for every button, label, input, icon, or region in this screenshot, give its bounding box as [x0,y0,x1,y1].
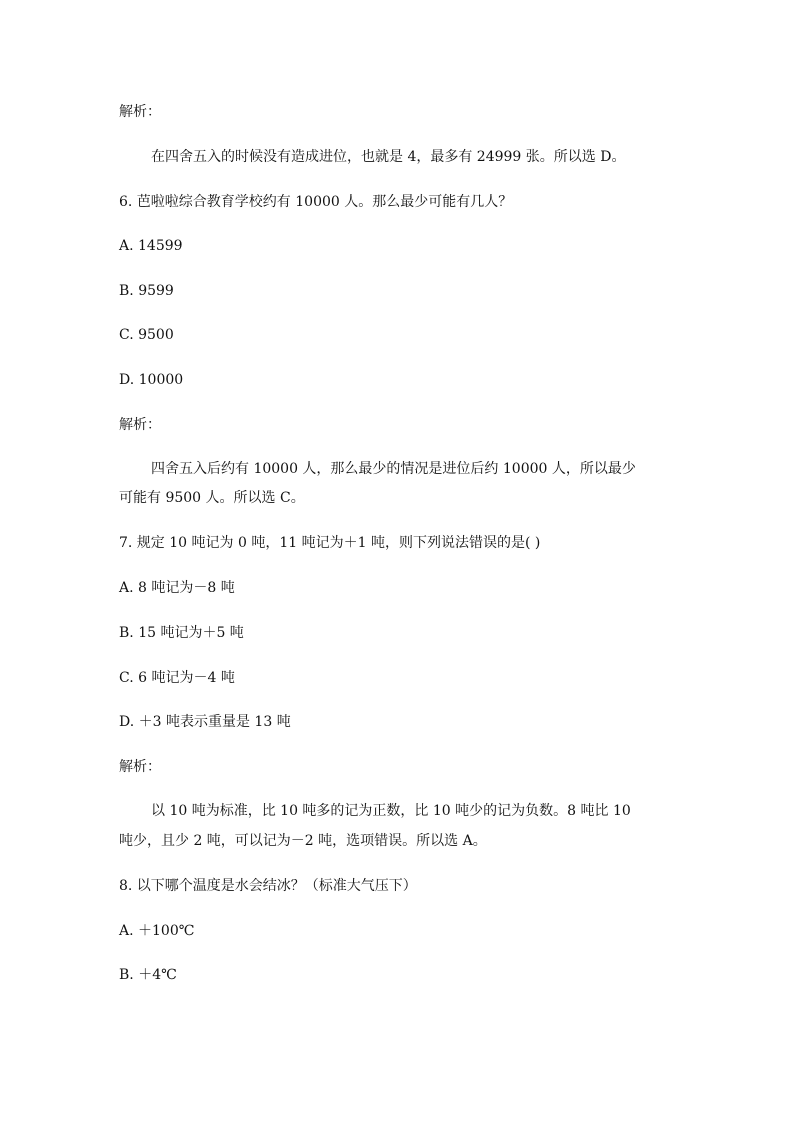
q6-option-d: D. 10000 [119,372,184,388]
q6-option-b: B. 9599 [119,283,174,299]
q7-option-c: C. 6 吨记为－4 吨 [119,670,235,686]
analysis-label-7: 解析： [119,759,161,775]
q7-option-a: A. 8 吨记为－8 吨 [119,580,235,596]
question-7: 7. 规定 10 吨记为 0 吨，11 吨记为＋1 吨，则下列说法错误的是( ) [119,535,541,551]
analysis-text-6-line1: 四舍五入后约有 10000 人，那么最少的情况是进位后约 10000 人，所以最少 [151,461,636,477]
question-8: 8. 以下哪个温度是水会结冰？（标准大气压下） [119,878,417,894]
analysis-label-1: 解析： [119,104,161,120]
analysis-text-7-line1: 以 10 吨为标准，比 10 吨多的记为正数，比 10 吨少的记为负数。8 吨比 10 [151,803,631,819]
q7-option-d: D. ＋3 吨表示重量是 13 吨 [119,714,291,730]
q8-option-b: B. ＋4℃ [119,967,177,983]
analysis-text-1: 在四舍五入的时候没有造成进位，也就是 4，最多有 24999 张。所以选 D。 [151,149,626,165]
q6-option-a: A. 14599 [119,238,183,254]
question-6: 6. 芭啦啦综合教育学校约有 10000 人。那么最少可能有几人？ [119,194,513,210]
q6-option-c: C. 9500 [119,327,174,343]
analysis-label-6: 解析： [119,417,161,433]
analysis-text-6-line2: 可能有 9500 人。所以选 C。 [119,490,305,506]
analysis-text-7-line2: 吨少，且少 2 吨，可以记为－2 吨，选项错误。所以选 A。 [119,833,487,849]
q8-option-a: A. ＋100℃ [119,923,195,939]
q7-option-b: B. 15 吨记为＋5 吨 [119,625,244,641]
